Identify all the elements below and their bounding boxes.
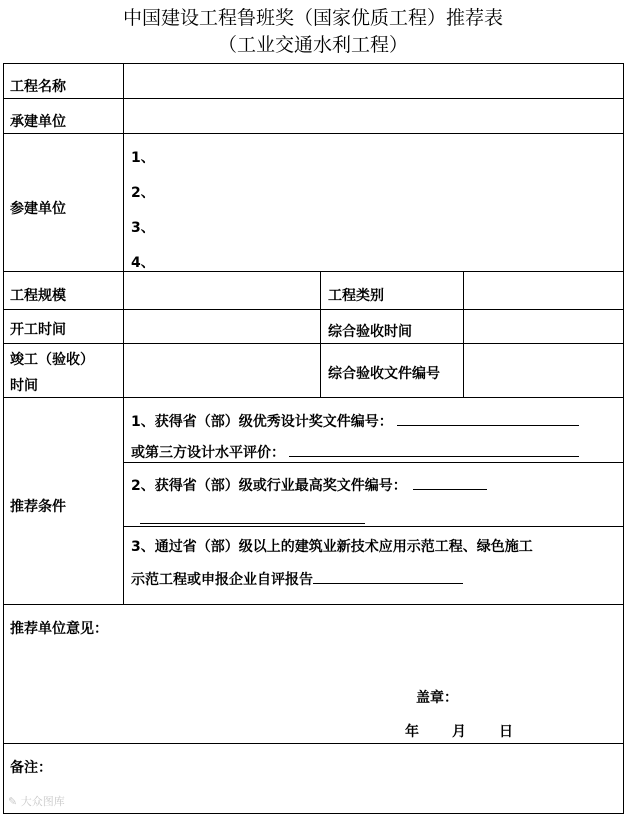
condition-1-text xyxy=(131,410,579,432)
watermark-logo xyxy=(8,793,65,809)
conditions-label: 推荐条件 xyxy=(10,499,66,515)
row-divider xyxy=(123,526,624,527)
condition-3-blank[interactable] xyxy=(313,568,463,584)
condition-1-blank[interactable] xyxy=(397,410,579,426)
opinion-label: 推荐单位意见： xyxy=(10,621,108,637)
participant-item-4: 4、 xyxy=(131,255,155,271)
row-divider xyxy=(3,743,624,744)
year-label: 年 xyxy=(405,724,419,740)
participants-label: 参建单位 xyxy=(10,201,66,217)
condition-3-text: 3、通过省（部）级以上的建筑业新技术应用示范工程、绿色施工 xyxy=(131,539,533,555)
completion-time-label-cont: 时间 xyxy=(10,378,38,394)
condition-1-eval-blank[interactable] xyxy=(289,441,579,457)
participant-item-3: 3、 xyxy=(131,220,155,236)
condition-2-blank[interactable] xyxy=(413,474,487,490)
column-divider xyxy=(320,271,321,397)
condition-1-line2: 或第三方设计水平评价： xyxy=(131,445,285,461)
column-divider xyxy=(463,271,464,397)
start-time-label: 开工时间 xyxy=(10,322,66,338)
row-divider xyxy=(3,271,624,272)
scale-label: 工程规模 xyxy=(10,288,66,304)
project-name-label: 工程名称 xyxy=(10,79,66,95)
row-divider xyxy=(3,309,624,310)
form-subtitle: （工业交通水利工程） xyxy=(217,34,408,56)
watermark-icon: ✎ xyxy=(8,795,18,808)
participant-item-2: 2、 xyxy=(131,185,155,201)
row-divider xyxy=(3,133,624,134)
condition-2-line1: 2、获得省（部）级或行业最高奖文件编号： xyxy=(131,478,407,494)
watermark-text: 大众图库 xyxy=(20,795,65,808)
table-border xyxy=(3,63,624,814)
acceptance-time-label: 综合验收时间 xyxy=(328,324,412,340)
category-label: 工程类别 xyxy=(328,288,384,304)
condition-1-line1: 1、获得省（部）级优秀设计奖文件编号： xyxy=(131,414,393,430)
row-divider xyxy=(3,343,624,344)
seal-label: 盖章： xyxy=(416,690,458,706)
condition-3-line2: 示范工程或申报企业自评报告 xyxy=(131,572,313,588)
condition-2-blank-cont[interactable] xyxy=(140,508,365,524)
row-divider xyxy=(3,397,624,398)
contractor-label: 承建单位 xyxy=(10,114,66,130)
month-label: 月 xyxy=(452,724,466,740)
row-divider xyxy=(3,604,624,605)
column-divider xyxy=(123,63,124,604)
remarks-label: 备注： xyxy=(10,760,52,776)
condition-1-text-cont xyxy=(131,441,579,463)
row-divider xyxy=(3,98,624,99)
day-label: 日 xyxy=(499,724,513,740)
acceptance-doc-label: 综合验收文件编号 xyxy=(328,366,440,382)
completion-time-label: 竣工（验收） xyxy=(10,352,94,368)
condition-2-text xyxy=(131,474,487,496)
participant-item-1: 1、 xyxy=(131,150,155,166)
condition-3-text-cont xyxy=(131,568,463,590)
form-title: 中国建设工程鲁班奖（国家优质工程）推荐表 xyxy=(122,7,503,29)
